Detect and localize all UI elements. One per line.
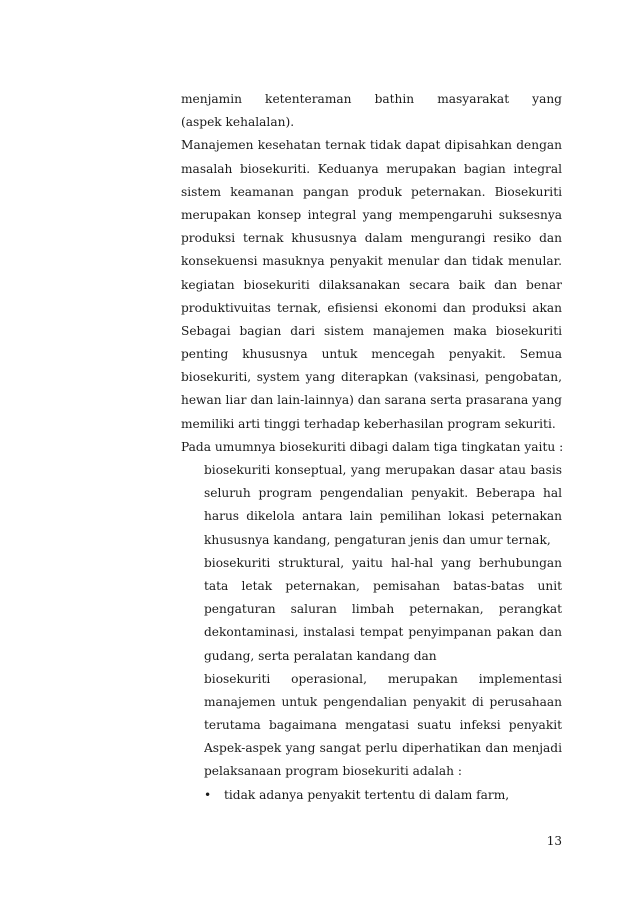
text-line: merupakan konsep integral yang mempengaruhi suksesnya	[181, 207, 562, 222]
text-line: sistem keamanan pangan produk peternakan. Biosekuriti	[181, 184, 562, 199]
text-line: menjamin ketenteraman bathin masyarakat yang	[181, 92, 562, 106]
paragraph-management-system	[181, 320, 562, 436]
text-line: Aspek-aspek yang sangat perlu diperhatikan dan menjadi	[204, 741, 562, 756]
page-body	[181, 88, 562, 807]
text-line: Manajemen kesehatan ternak tidak dapat dipisahkan dengan	[181, 138, 562, 153]
text-line: konsekuensi masuknya penyakit menular dan tidak menular.	[181, 254, 562, 269]
bullet-icon: •	[204, 787, 212, 802]
text-line: pengaturan saluran limbah peternakan, perangkat	[204, 602, 562, 617]
bullet-text: tidak adanya penyakit tertentu di dalam farm,	[224, 787, 510, 802]
paragraph-levels-intro	[181, 436, 562, 459]
text-line: hewan liar dan lain-lainnya) dan sarana serta prasarana yang	[181, 393, 562, 408]
list-text: biosekuriti operasional, merupakan implementasi	[204, 671, 562, 686]
text-line	[204, 668, 562, 691]
text-line	[204, 552, 562, 575]
paragraph-biosecurity-management	[181, 134, 562, 320]
bullet-list	[181, 784, 562, 807]
text-line: seluruh program pengendalian penyakit. Beberapa hal	[204, 486, 562, 501]
text-line: tata letak peternakan, pemisahan batas-batas unit	[204, 578, 562, 593]
text-line: pelaksanaan program biosekuriti adalah :	[204, 764, 462, 779]
text-line: gudang, serta peralatan kandang dan	[204, 648, 437, 663]
text-line: biosekuriti, system yang diterapkan (vaksinasi, pengobatan,	[181, 370, 562, 385]
list-item-operational	[181, 668, 562, 784]
list-text: biosekuriti konseptual, yang merupakan dasar atau basis	[204, 463, 562, 477]
text-line: memiliki arti tinggi terhadap keberhasilan program sekuriti.	[181, 416, 556, 431]
text-line: penting khususnya untuk mencegah penyakit. Semua	[181, 347, 562, 362]
text-line: produktivuitas ternak, efisiensi ekonomi dan produksi akan	[181, 300, 562, 315]
bullet-item	[204, 784, 562, 807]
paragraph-continuation	[181, 88, 562, 134]
list-item-structural	[181, 552, 562, 668]
text-line: masalah biosekuriti. Keduanya merupakan bagian integral	[181, 161, 562, 176]
text-line: Sebagai bagian dari sistem manajemen maka biosekuriti	[181, 323, 562, 338]
text-line: (aspek kehalalan).	[181, 115, 295, 130]
page-number: 13	[546, 834, 562, 848]
text-line: dekontaminasi, instalasi tempat penyimpanan pakan dan	[204, 625, 562, 640]
text-line: terutama bagaimana mengatasi suatu infeksi penyakit	[204, 718, 562, 733]
text-line: kegiatan biosekuriti dilaksanakan secara baik dan benar	[181, 277, 562, 292]
text-line	[204, 459, 562, 482]
list-text: biosekuriti struktural, yaitu hal-hal yang berhubungan	[204, 555, 562, 570]
list-item-conceptual	[181, 459, 562, 552]
text-line: Pada umumnya biosekuriti dibagi dalam tiga tingkatan yaitu :	[181, 439, 564, 454]
text-line: manajemen untuk pengendalian penyakit di perusahaan	[204, 694, 562, 709]
text-line: produksi ternak khususnya dalam mengurangi resiko dan	[181, 231, 562, 246]
text-line: khususnya kandang, pengaturan jenis dan umur ternak,	[204, 532, 551, 547]
text-line: harus dikelola antara lain pemilihan lokasi peternakan	[204, 509, 562, 524]
